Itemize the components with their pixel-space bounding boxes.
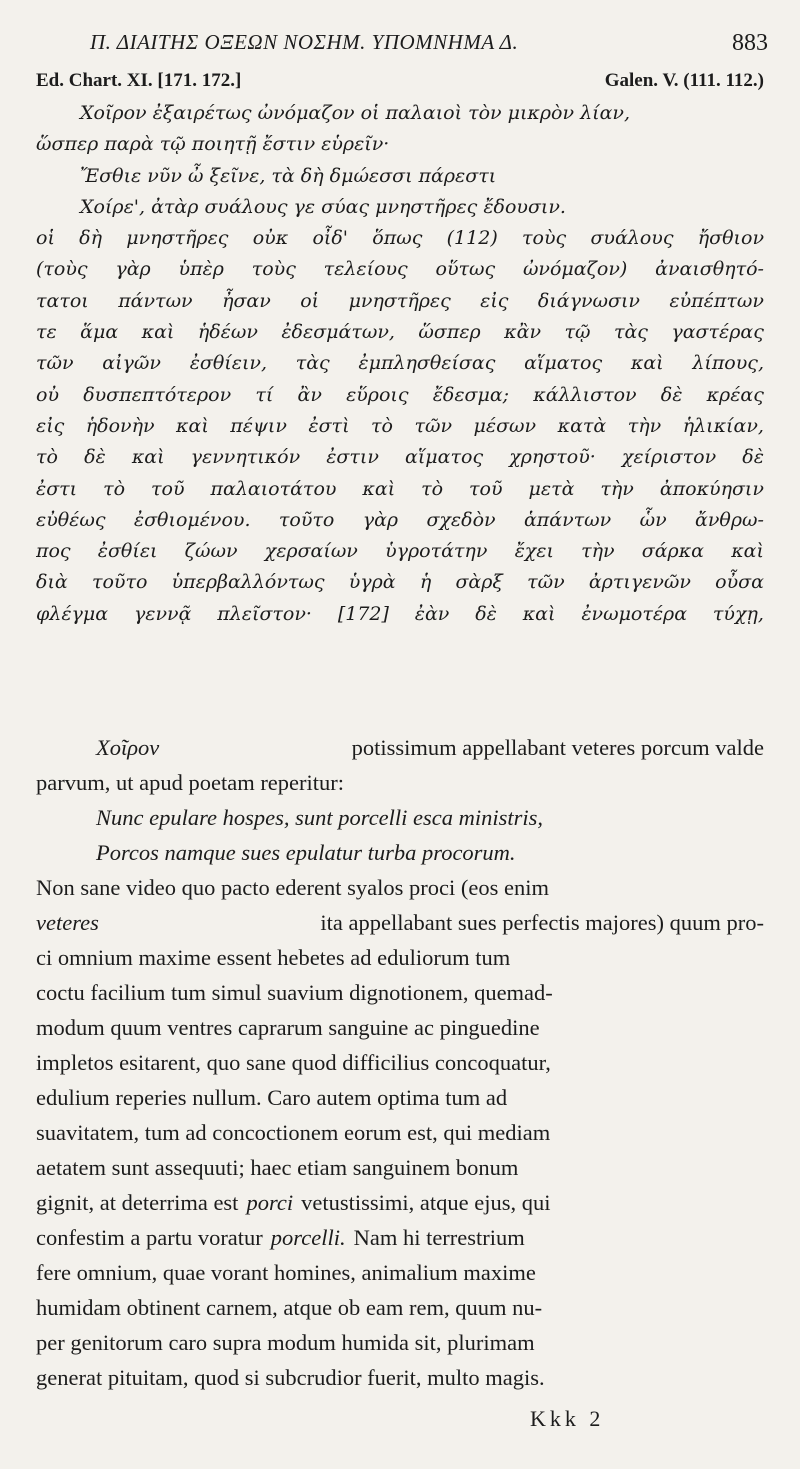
greek-line [36,411,764,442]
latin-text: edulium reperies nullum. Caro autem optima tum ad [36,1085,508,1110]
greek-word: ἐμπλησθείσας [358,352,496,375]
greek-word: πέψιν [230,414,287,437]
greek-line [36,442,764,473]
greek-word: τὴν [600,477,634,500]
greek-word: ὅπως [372,227,423,250]
greek-word: εἰς [480,289,509,312]
latin-word: Χοῖρον [96,735,160,760]
latin-text: per genitorum caro supra modum humida sit, plurimam [36,1330,535,1355]
greek-word: ἤσθιον [697,227,764,250]
greek-word: σχεδὸν [426,508,496,531]
greek-word: πάντων [118,289,193,312]
greek-word: κατὰ [557,414,607,437]
latin-text: coctu facilium tum simul suavium dignotionem, quemad- [36,980,553,1005]
edition-reference-right: Galen. V. (111. 112.) [604,70,764,91]
greek-line [36,98,764,129]
greek-word: σάρκα [641,540,705,563]
greek-line [36,567,764,598]
greek-word: ὧν [639,508,667,531]
latin-line [36,1360,764,1395]
greek-word: μνηστῆρες [348,289,451,312]
greek-word: φλέγμα [36,602,109,625]
greek-word: ὑγρὰ [348,571,396,594]
greek-word: ὑπερβαλλόντως [171,571,325,594]
greek-word: εἰς [36,414,65,437]
greek-text: ὥσπερ παρὰ τῷ ποιητῇ ἔστιν εὑρεῖν· [36,133,390,156]
latin-line [36,1150,764,1185]
greek-line [36,286,764,317]
greek-text: Χοῖρον ἐξαιρέτως ὠνόμαζον οἱ παλαιοὶ τὸν μικρὸν λίαν, [80,102,630,124]
latin-text: modum quum ventres caprarum sanguine ac pinguedine [36,1015,540,1040]
greek-word: τὸ [36,446,58,469]
latin-text: ita appellabant sues perfectis majores) quum pro- [320,910,764,935]
latin-line [36,1220,764,1255]
greek-word: τατοι [36,289,89,312]
greek-line [36,505,764,536]
greek-word: διάγνωσιν [537,289,640,312]
greek-word: τοῦ [469,477,503,500]
greek-word: ἡδονὴν [85,414,155,437]
latin-text: confestim a partu voratur [36,1225,263,1250]
greek-text-block [36,98,764,630]
greek-word: οὕτως [435,258,496,281]
greek-word: κρέας [706,383,764,406]
greek-word: ἦσαν [222,289,271,312]
latin-text: aetatem sunt assequuti; haec etiam sanguinem bonum [36,1155,519,1180]
latin-word: porcelli. [270,1225,346,1250]
latin-verse: Nunc epulare hospes, sunt porcelli esca ministris, [96,805,544,830]
latin-line [36,1290,764,1325]
greek-word: καὶ [176,414,209,437]
latin-line [36,975,764,1010]
greek-word: ἐδεσμάτων, [281,321,395,344]
greek-word: πος [36,540,71,563]
greek-word: γαστέρας [671,321,764,344]
latin-line [36,1255,764,1290]
greek-word: ἂν [297,383,322,406]
greek-word: σὰρξ [455,571,503,594]
greek-text: Χοίρε', ἀτὰρ συάλους γε σύας μνηστῆρες ἔδουσιν. [80,195,566,218]
greek-word: ἐνωμοτέρα [581,602,688,625]
greek-word: τοὺς [251,258,296,281]
greek-line [36,317,764,348]
greek-word: ἐσθίειν, [189,352,267,375]
greek-word: τὸ [103,477,126,500]
greek-word: τῶν [527,571,565,594]
greek-word: ζώων [184,540,238,563]
greek-word: τοῦ [151,477,185,500]
latin-text: potissimum appellabant veteres porcum valde [351,735,764,760]
greek-word: ἅμα [80,321,119,344]
greek-word: τελείους [323,258,408,281]
greek-word: τῶν [36,352,74,375]
greek-word: καὶ [522,602,556,625]
latin-text: vetustissimi, atque ejus, qui [301,1190,551,1215]
greek-word: ὑγροτάτην [385,540,488,563]
greek-word: μέσων [473,414,537,437]
greek-word: ἀναισθητό- [655,258,764,281]
latin-line [36,1045,764,1080]
greek-word: τῶν [414,414,453,437]
latin-text: generat pituitam, quod si subcrudior fuerit, multo magis. [36,1365,545,1390]
greek-word: οἱ [36,227,55,250]
latin-text: fere omnium, quae vorant homines, animalium maxime [36,1260,536,1285]
greek-line [36,474,764,505]
page-number: 883 [732,30,768,56]
greek-word: πλεῖστον· [217,602,312,625]
latin-word: veteres [36,910,99,935]
greek-word: καὶ [131,446,165,469]
greek-word: χρηστοῦ· [509,446,596,469]
greek-word: συάλους [590,227,674,250]
greek-word: μετὰ [528,477,575,500]
greek-word: ἔχει [514,540,554,563]
greek-word: γεννᾷ [133,602,192,625]
greek-word: ἁπάντων [523,508,612,531]
greek-word: κἂν [504,321,542,344]
greek-word: ἐσθίει [97,540,158,563]
greek-word: μνηστῆρες [126,227,229,250]
greek-line [36,254,764,285]
greek-word: ἐστὶ [308,414,350,437]
greek-word: ὑπὲρ [178,258,224,281]
greek-word: δὴ [79,227,102,250]
greek-word: ἐσθιομένου. [133,508,251,531]
greek-word: τοὺς [522,227,567,250]
greek-word: [172] [337,602,389,625]
greek-word: γὰρ [115,258,151,281]
greek-line [36,192,764,223]
greek-word: διὰ [36,571,68,594]
greek-word: τὴν [581,540,615,563]
greek-word: (112) [446,227,498,250]
greek-word: τῷ [564,321,591,344]
greek-word: καὶ [731,540,764,563]
latin-text: suavitatem, tum ad concoctionem eorum est, qui mediam [36,1120,551,1145]
latin-text: Nam hi terrestrium [353,1225,525,1250]
latin-line [36,765,764,800]
signature-mark: Kkk 2 [530,1406,605,1431]
greek-word: τὸ [421,477,444,500]
latin-text: ci omnium maxime essent hebetes ad eduliorum tum [36,945,511,970]
latin-text: Non sane video quo pacto ederent syalos proci (eos enim [36,875,549,900]
greek-word: λίπους, [692,352,764,375]
greek-line [36,536,764,567]
greek-word: εὕροις [346,383,409,406]
latin-line [36,870,764,905]
greek-word: οὐκ [252,227,289,250]
greek-line [36,129,764,160]
greek-word: ἀρτιγενῶν [588,571,691,594]
greek-word: δὲ [84,446,106,469]
latin-text-block [36,730,764,1395]
greek-word: χείριστον [621,446,717,469]
latin-line [36,940,764,975]
greek-line [36,223,764,254]
greek-word: ἀποκύησιν [659,477,764,500]
latin-verse: Porcos namque sues epulatur turba procorum. [96,840,516,865]
greek-word: τοῦτο [278,508,335,531]
greek-word: τοῦτο [91,571,148,594]
greek-word: οἱ [300,289,320,312]
greek-word: τε [36,321,57,344]
greek-word: τὸ [371,414,393,437]
greek-word: τὰς [295,352,330,375]
greek-word: ἔδεσμα; [432,383,510,406]
latin-line [36,905,764,940]
greek-word: αἰγῶν [102,352,161,375]
greek-word: τὴν [627,414,662,437]
running-header-title: Π. ΔΙΑΙΤΗΣ ΟΞΕΩΝ ΝΟΣΗΜ. ΥΠΟΜΝΗΜΑ Δ. [90,30,519,54]
greek-word: ἡδέων [197,321,258,344]
greek-word: (τοὺς [36,258,88,281]
greek-line [36,380,764,411]
latin-line [36,1325,764,1360]
latin-text: gignit, at deterrima est [36,1190,239,1215]
latin-verse-line [36,800,764,835]
greek-word: γὰρ [362,508,399,531]
greek-line [36,599,764,630]
greek-word: ἐὰν [414,602,450,625]
latin-text: parvum, ut apud poetam reperitur: [36,770,345,795]
greek-word: εὐπέπτων [669,289,764,312]
greek-word: οὖσα [715,571,764,594]
greek-word: ἡλικίαν, [682,414,764,437]
greek-line [36,161,764,192]
greek-word: αἵματος [524,352,603,375]
greek-word: δυσπεπτότερον [83,383,232,406]
greek-word: παλαιοτάτου [210,477,337,500]
greek-word: τὰς [613,321,648,344]
greek-text: Ἔσθιε νῦν ὦ ξεῖνε, τὰ δὴ δμώεσσι πάρεστι [80,164,497,187]
latin-text: impletos esitarent, quo sane quod difficilius concoquatur, [36,1050,551,1075]
greek-line [36,348,764,379]
greek-word: ἐστιν [326,446,379,469]
greek-word: καὶ [141,321,175,344]
greek-word: καὶ [362,477,396,500]
greek-word: δὲ [475,602,497,625]
latin-line [36,730,764,765]
greek-word: οὐ [36,383,59,406]
latin-word: porci [246,1190,294,1215]
latin-verse-line [36,835,764,870]
greek-word: γεννητικόν [190,446,301,469]
greek-word: ἡ [419,571,432,594]
greek-word: ἐστι [36,477,78,500]
greek-word: οἶδ' [312,227,349,250]
greek-word: τί [255,383,274,406]
latin-text: humidam obtinent carnem, atque ob eam rem, quum nu- [36,1295,543,1320]
greek-word: δὲ [742,446,764,469]
greek-word: ὥσπερ [418,321,481,344]
latin-line [36,1080,764,1115]
greek-word: ὠνόμαζον) [522,258,628,281]
greek-word: κάλλιστον [533,383,637,406]
greek-word: καὶ [630,352,664,375]
greek-word: εὐθέως [36,508,106,531]
latin-line [36,1010,764,1045]
greek-word: δὲ [660,383,683,406]
edition-reference-left: Ed. Chart. XI. [171. 172.] [36,70,242,91]
greek-word: αἵματος [405,446,484,469]
latin-line [36,1185,764,1220]
greek-word: ἄνθρω- [695,508,764,531]
greek-word: τύχῃ, [712,602,764,625]
greek-word: χερσαίων [264,540,358,563]
latin-line [36,1115,764,1150]
